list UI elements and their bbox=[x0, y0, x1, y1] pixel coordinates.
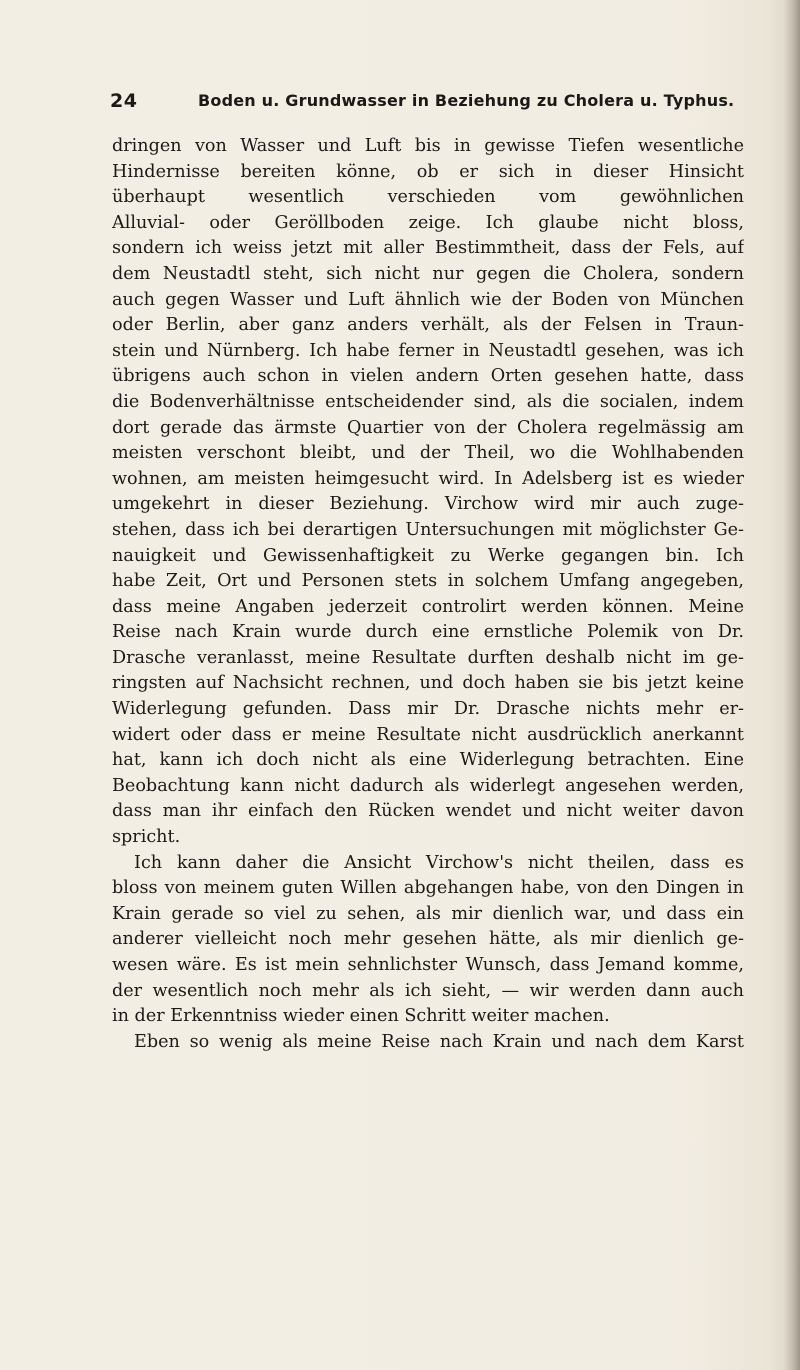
text-line: widert oder dass er meine Resultate nicht ausdrücklich anerkannt bbox=[112, 724, 744, 745]
page-edge-shadow bbox=[784, 0, 800, 1370]
text-line: Alluvial- oder Geröllboden zeige. Ich glaube nicht bloss, bbox=[112, 212, 744, 233]
text-line: hat, kann ich doch nicht als eine Widerlegung betrachten. Eine bbox=[112, 750, 744, 771]
text-line: dort gerade das ärmste Quartier von der Cholera regelmässig am bbox=[112, 417, 744, 438]
text-line: habe Zeit, Ort und Personen stets in solchem Umfang angegeben, bbox=[112, 571, 744, 592]
text-line: umgekehrt in dieser Beziehung. Virchow wird mir auch zuge- bbox=[112, 494, 744, 515]
text-line: dass meine Angaben jederzeit controlirt werden können. Meine bbox=[112, 596, 744, 617]
page-number: 24 bbox=[110, 90, 138, 112]
text-line: dringen von Wasser und Luft bis in gewisse Tiefen wesentliche bbox=[112, 136, 744, 156]
text-line: Beobachtung kann nicht dadurch als widerlegt angesehen werden, bbox=[112, 775, 744, 796]
text-line: bloss von meinem guten Willen abgehangen habe, von den Dingen in bbox=[112, 878, 744, 899]
text-line: dem Neustadtl steht, sich nicht nur gegen die Cholera, sondern bbox=[112, 263, 744, 284]
text-line: nauigkeit und Gewissenhaftigkeit zu Werke gegangen bin. Ich bbox=[112, 545, 744, 566]
text-line: anderer vielleicht noch mehr gesehen hätte, als mir dienlich ge- bbox=[112, 929, 744, 950]
text-line: wohnen, am meisten heimgesucht wird. In Adelsberg ist es wieder bbox=[112, 468, 744, 489]
running-head: Boden u. Grundwasser in Beziehung zu Cholera u. Typhus. bbox=[198, 91, 735, 110]
body-text bbox=[112, 134, 744, 1055]
text-line-indented: Eben so wenig als meine Reise nach Krain und nach dem Karst bbox=[134, 1031, 744, 1052]
text-line: dass man ihr einfach den Rücken wendet und nicht weiter davon bbox=[112, 801, 744, 822]
text-line: übrigens auch schon in vielen andern Orten gesehen hatte, dass bbox=[112, 366, 744, 387]
text-line: sondern ich weiss jetzt mit aller Bestimmtheit, dass der Fels, auf bbox=[112, 238, 744, 259]
text-line: Widerlegung gefunden. Dass mir Dr. Drasche nichts mehr er- bbox=[112, 699, 744, 720]
text-line: die Bodenverhältnisse entscheidender sind, als die socialen, indem bbox=[112, 391, 744, 412]
text-line: stein und Nürnberg. Ich habe ferner in Neustadtl gesehen, was ich bbox=[112, 340, 744, 361]
text-line: stehen, dass ich bei derartigen Untersuchungen mit möglichster Ge- bbox=[112, 519, 744, 540]
text-line: Krain gerade so viel zu sehen, als mir dienlich war, und dass ein bbox=[112, 903, 744, 924]
text-line: Drasche veranlasst, meine Resultate durften deshalb nicht im ge- bbox=[112, 647, 744, 668]
text-line: spricht. bbox=[112, 827, 181, 848]
text-line: meisten verschont bleibt, und der Theil, wo die Wohlhabenden bbox=[112, 443, 744, 464]
text-line-indented: Ich kann daher die Ansicht Virchow's nicht theilen, dass es bbox=[134, 852, 744, 873]
text-line: auch gegen Wasser und Luft ähnlich wie der Boden von München bbox=[112, 289, 744, 310]
text-line: in der Erkenntniss wieder einen Schritt weiter machen. bbox=[112, 1006, 610, 1027]
text-line: Reise nach Krain wurde durch eine ernstliche Polemik von Dr. bbox=[112, 622, 744, 643]
text-line: wesen wäre. Es ist mein sehnlichster Wunsch, dass Jemand komme, bbox=[112, 955, 744, 975]
page-header bbox=[110, 90, 750, 114]
text-line: oder Berlin, aber ganz anders verhält, als der Felsen in Traun- bbox=[112, 315, 744, 336]
text-line: ringsten auf Nachsicht rechnen, und doch haben sie bis jetzt keine bbox=[112, 673, 744, 694]
text-line: der wesentlich noch mehr als ich sieht, — wir werden dann auch bbox=[112, 980, 744, 1001]
text-line: überhaupt wesentlich verschieden vom gewöhnlichen bbox=[112, 187, 744, 208]
text-line: Hindernisse bereiten könne, ob er sich in dieser Hinsicht bbox=[112, 161, 744, 182]
